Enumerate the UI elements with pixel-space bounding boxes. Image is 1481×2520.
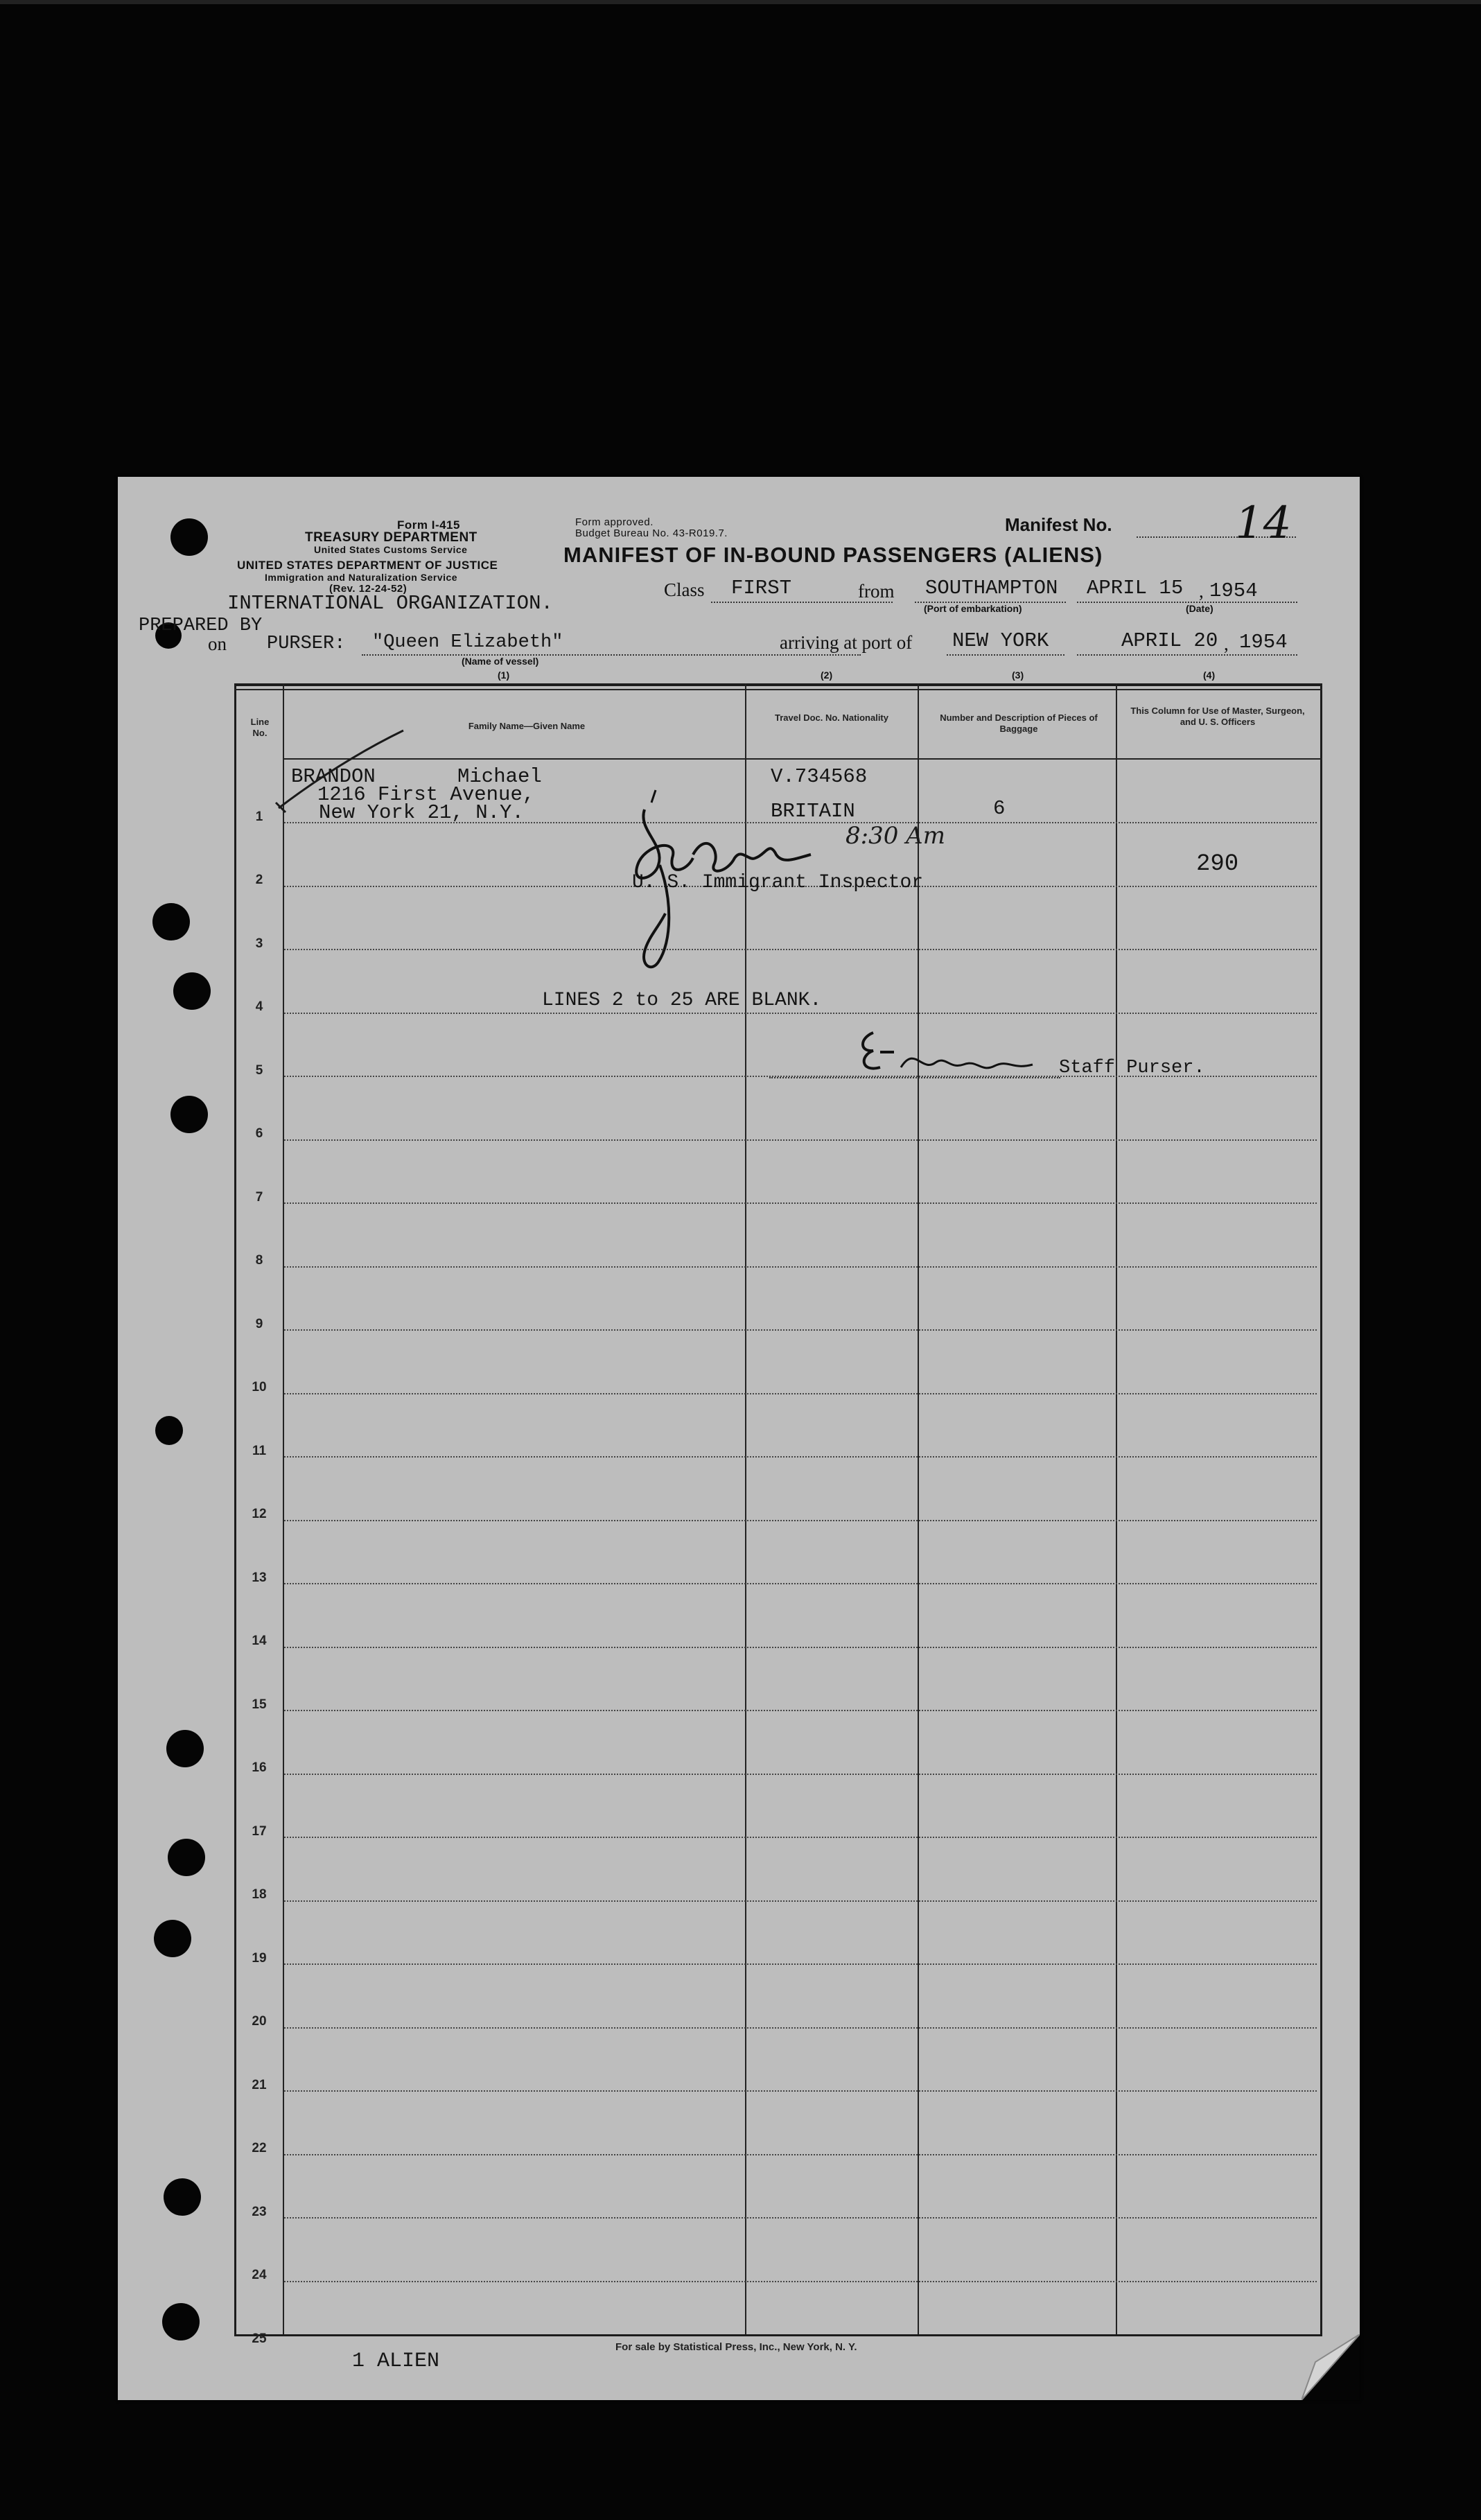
col-num-3: (3) (1012, 670, 1024, 681)
line-number: 20 (252, 2014, 267, 2029)
from-port: SOUTHAMPTON (925, 577, 1058, 600)
manifest-title: MANIFEST OF IN-BOUND PASSENGERS (ALIENS) (563, 543, 1103, 567)
arrival-date: APRIL 20 (1121, 629, 1218, 652)
punch-hole (170, 518, 208, 556)
vessel-caption: (Name of vessel) (462, 656, 539, 667)
purser-label: PURSER: (267, 633, 346, 654)
purser-signature (852, 1024, 1053, 1080)
line-number: 4 (255, 999, 263, 1014)
line-number: 23 (252, 2205, 267, 2219)
line-number: 24 (252, 2268, 267, 2282)
line-number: 17 (252, 1824, 267, 1839)
line-number: 22 (252, 2141, 267, 2155)
customs-service: United States Customs Service (314, 544, 468, 555)
inspector-signature (617, 789, 866, 976)
line-number: 21 (252, 2078, 267, 2092)
col-num-2: (2) (821, 670, 833, 681)
ins-service: Immigration and Naturalization Service (265, 572, 458, 583)
line-number: 5 (255, 1063, 263, 1078)
date-caption: (Date) (1186, 603, 1213, 614)
manifest-number: 14 (1235, 498, 1292, 549)
passenger-given-name: Michael (457, 765, 542, 788)
blank-lines-note: LINES 2 to 25 ARE BLANK. (542, 990, 822, 1011)
line-number: 9 (255, 1317, 263, 1331)
arriving-label: arriving at port of (780, 632, 913, 653)
line-number: 14 (252, 1634, 267, 1648)
line-number: 3 (255, 936, 263, 951)
org-name: INTERNATIONAL ORGANIZATION. (227, 592, 553, 615)
folded-corner (1302, 2334, 1360, 2400)
manifest-no-label: Manifest No. (1005, 514, 1112, 535)
col-num-1: (1) (498, 670, 510, 681)
line-number: 7 (255, 1190, 263, 1205)
budget-bureau: Budget Bureau No. 43-R019.7. (575, 527, 728, 539)
header-travel-doc: Travel Doc. No. Nationality (775, 712, 888, 723)
line-number: 8 (255, 1253, 263, 1268)
inspection-time: 8:30 Am (845, 822, 945, 850)
on-label: on (208, 633, 227, 654)
justice-dept: UNITED STATES DEPARTMENT OF JUSTICE (237, 559, 498, 572)
class-value: FIRST (731, 577, 792, 600)
passenger-surname: BRANDON (291, 765, 376, 788)
from-label: from (858, 581, 895, 602)
header-officers: This Column for Use of Master, Surgeon, and U. S. Officers (1130, 706, 1305, 727)
punch-hole (164, 2178, 201, 2216)
passenger-address-1: 1216 First Avenue, (317, 783, 535, 806)
header-baggage: Number and Description of Pieces of Baggage (940, 712, 1098, 734)
form-number: Form I-415 (397, 518, 460, 532)
treasury-dept: TREASURY DEPARTMENT (305, 530, 477, 545)
from-caption: (Port of embarkation) (924, 603, 1022, 614)
arrival-year: 1954 (1239, 631, 1288, 654)
line-number: 10 (252, 1380, 267, 1394)
staff-purser-label: Staff Purser. (1059, 1058, 1205, 1078)
scan-edge (0, 0, 1481, 4)
vessel-name: "Queen Elizabeth" (372, 632, 563, 653)
line-number: 12 (252, 1507, 267, 1521)
punch-hole (173, 972, 211, 1010)
class-label: Class (664, 579, 705, 600)
punch-hole (155, 1416, 183, 1445)
footer-publisher: For sale by Statistical Press, Inc., New York, N. Y. (615, 2341, 857, 2353)
revision: (Rev. 12-24-52) (329, 583, 408, 595)
alien-count-stamp: 1 ALIEN (352, 2350, 440, 2373)
line-number: 1 (255, 810, 263, 824)
nationality: BRITAIN (771, 800, 855, 823)
officer-number: 290 (1196, 851, 1239, 877)
line-number: 11 (252, 1444, 267, 1458)
line-number: 25 (252, 2331, 267, 2346)
line-number: 13 (252, 1570, 267, 1585)
line-number: 2 (255, 873, 263, 887)
inspector-title: U. S. Immigrant Inspector (632, 872, 924, 893)
departure-date: APRIL 15 (1087, 577, 1184, 600)
entry-check-mark (272, 726, 410, 816)
line-number: 19 (252, 1951, 267, 1966)
punch-hole (166, 1730, 204, 1767)
passenger-address-2: New York 21, N.Y. (319, 801, 524, 824)
line-number: 18 (252, 1887, 267, 1902)
travel-doc-number: V.734568 (771, 765, 868, 788)
line-number: 16 (252, 1760, 267, 1775)
manifest-page: Form I-415 TREASURY DEPARTMENT United States Customs Service Form approved. Budget Bureau No. 43-R019.7. UNITED STATES DEPARTMENT OF JUSTICE Immigration and Naturalization Service (Rev. 12-24-52) INTERNATIONAL ORGANIZATION. PREPARED BY on PURSER: Manifest No. 14 MANIFEST OF IN-BOUND PASSENGERS (ALIENS) Class FIRST from SOUTHAMPTON (Port of embarkation) APRIL 15 , 1954 (Date) "Queen Elizabeth" (Name of vessel) arriving at port of NEW YORK APRIL 20 , 1954 (1) (2) (3) (4) Line No. Family Name—Given Name Travel Doc. No. Nationality Number and Description of Pieces of Baggage This Column for Use of Master, Surgeon, and U. S. Officers 1 2 3 4 5 6 7 8 9 10 11 12 13 14 15 16 17 18 19 20 21 22 23 24 25 BRANDON Michael 1216 First Avenue, New York 21, N.Y. V.734568 BRITAIN 6 290 U. S. Immigrant Inspector 8:30 Am LINES 2 to 25 ARE BLANK. Staff Purser. For sale by Statistical Press, Inc., New York, N. Y. 1 ALIEN (118, 477, 1360, 2400)
line-number: 15 (252, 1697, 267, 1712)
arrival-port: NEW YORK (952, 629, 1049, 652)
prepared-by: PREPARED BY (139, 615, 263, 636)
punch-hole (170, 1096, 208, 1133)
punch-hole (152, 903, 190, 940)
line-number: 6 (255, 1126, 263, 1141)
col-num-4: (4) (1203, 670, 1216, 681)
punch-hole (168, 1839, 205, 1876)
punch-hole (162, 2303, 200, 2340)
baggage-count: 6 (993, 797, 1006, 820)
punch-hole (154, 1920, 191, 1957)
departure-year: 1954 (1209, 579, 1258, 602)
header-line-no: Line No. (250, 717, 270, 738)
header-name: Family Name—Given Name (468, 721, 586, 731)
form-approved: Form approved. (575, 516, 654, 528)
